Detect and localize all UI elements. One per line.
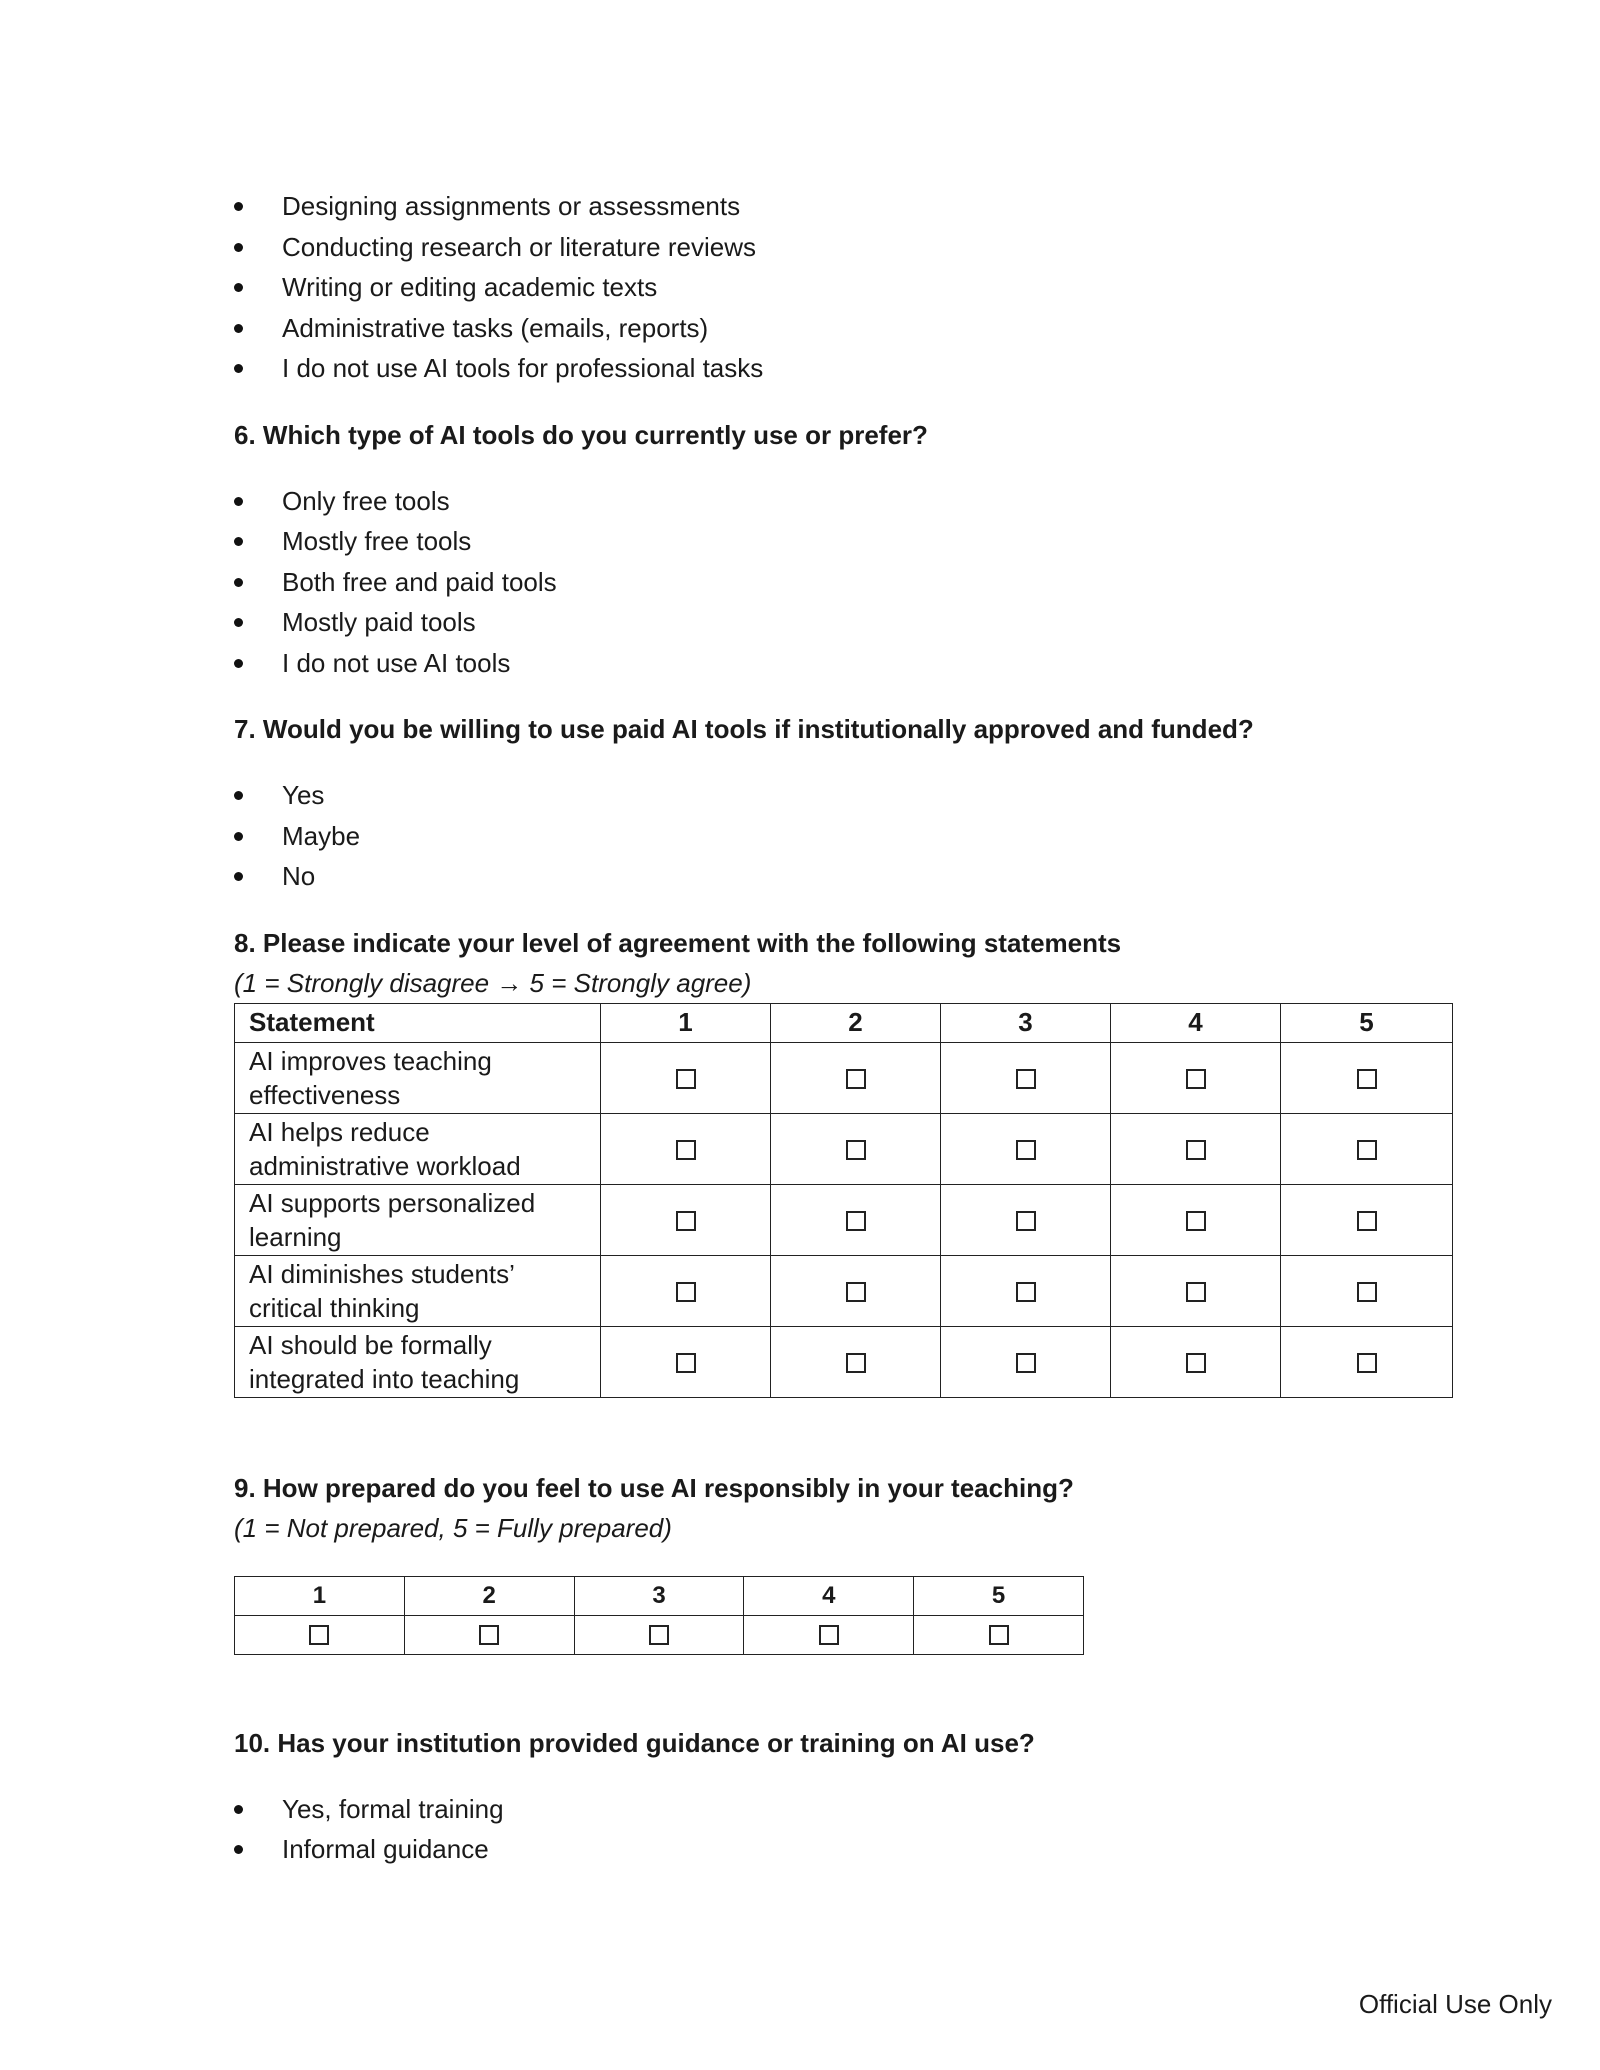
option-label: Yes, formal training	[282, 1793, 504, 1824]
column-header-3: 3	[941, 1003, 1111, 1042]
rating-cell	[744, 1615, 914, 1654]
rating-checkbox[interactable]	[1016, 1211, 1036, 1231]
question-8-title: 8. Please indicate your level of agreement with the following statements	[234, 927, 1122, 958]
rating-checkbox[interactable]	[1357, 1140, 1377, 1160]
table-row	[235, 1326, 1453, 1397]
bullet-icon	[234, 497, 243, 506]
column-header-5: 5	[914, 1576, 1084, 1615]
rating-cell	[601, 1042, 771, 1113]
rating-checkbox[interactable]	[846, 1069, 866, 1089]
column-header-2: 2	[404, 1576, 574, 1615]
rating-checkbox[interactable]	[1186, 1282, 1206, 1302]
list-item	[234, 816, 1464, 857]
rating-cell	[1281, 1042, 1453, 1113]
q7-options-list	[234, 775, 1464, 897]
statement-line: AI diminishes students’	[249, 1258, 515, 1289]
survey-content	[234, 186, 1464, 1870]
list-item	[234, 856, 1464, 897]
rating-cell	[1281, 1326, 1453, 1397]
question-8-scale-note: (1 = Strongly disagree → 5 = Strongly agree)	[234, 967, 752, 998]
rating-checkbox[interactable]	[846, 1211, 866, 1231]
bullet-icon	[234, 872, 243, 881]
list-item	[234, 267, 1464, 308]
rating-checkbox[interactable]	[1357, 1069, 1377, 1089]
rating-cell	[1111, 1184, 1281, 1255]
list-item	[234, 308, 1464, 349]
list-item	[234, 1789, 1464, 1830]
statement-line: integrated into teaching	[249, 1363, 520, 1394]
rating-checkbox[interactable]	[676, 1282, 696, 1302]
rating-checkbox[interactable]	[846, 1282, 866, 1302]
table-row	[235, 1042, 1453, 1113]
table-header-row	[235, 1003, 1453, 1042]
bullet-icon	[234, 1845, 243, 1854]
bullet-icon	[234, 364, 243, 373]
option-label: Both free and paid tools	[282, 566, 557, 597]
statement-line: administrative workload	[249, 1150, 521, 1181]
table-row	[235, 1615, 1084, 1654]
rating-cell	[771, 1042, 941, 1113]
table-row	[235, 1184, 1453, 1255]
bullet-icon	[234, 578, 243, 587]
list-item	[234, 348, 1464, 389]
option-label: I do not use AI tools	[282, 647, 511, 678]
list-item	[234, 1829, 1464, 1870]
table-row	[235, 1255, 1453, 1326]
rating-checkbox[interactable]	[1016, 1140, 1036, 1160]
rating-checkbox[interactable]	[479, 1625, 499, 1645]
list-item	[234, 481, 1464, 522]
rating-checkbox[interactable]	[1186, 1069, 1206, 1089]
bullet-icon	[234, 283, 243, 292]
rating-checkbox[interactable]	[1357, 1211, 1377, 1231]
statement-line: critical thinking	[249, 1292, 420, 1323]
bullet-icon	[234, 618, 243, 627]
footer-classification: Official Use Only	[1358, 1989, 1552, 2019]
rating-checkbox[interactable]	[676, 1140, 696, 1160]
rating-cell	[1111, 1255, 1281, 1326]
rating-checkbox[interactable]	[989, 1625, 1009, 1645]
statement-line: effectiveness	[249, 1079, 401, 1110]
bullet-icon	[234, 791, 243, 800]
rating-cell	[771, 1255, 941, 1326]
rating-cell	[771, 1113, 941, 1184]
rating-checkbox[interactable]	[1016, 1069, 1036, 1089]
statement-line: AI should be formally	[249, 1329, 492, 1360]
rating-cell	[941, 1326, 1111, 1397]
rating-checkbox[interactable]	[309, 1625, 329, 1645]
rating-checkbox[interactable]	[846, 1140, 866, 1160]
statement-cell	[235, 1184, 601, 1255]
list-item	[234, 186, 1464, 227]
question-7-title: 7. Would you be willing to use paid AI tools if institutionally approved and funded?	[234, 714, 1254, 744]
statement-line: AI improves teaching	[249, 1045, 492, 1076]
rating-cell	[235, 1615, 405, 1654]
list-item	[234, 775, 1464, 816]
rating-cell	[941, 1042, 1111, 1113]
column-header-5: 5	[1281, 1003, 1453, 1042]
rating-cell	[574, 1615, 744, 1654]
rating-cell	[601, 1255, 771, 1326]
rating-cell	[1111, 1113, 1281, 1184]
rating-checkbox[interactable]	[676, 1353, 696, 1373]
option-label: Writing or editing academic texts	[282, 272, 658, 302]
rating-checkbox[interactable]	[1357, 1282, 1377, 1302]
rating-cell	[1281, 1255, 1453, 1326]
bullet-icon	[234, 537, 243, 546]
bullet-icon	[234, 243, 243, 252]
table-header-row	[235, 1576, 1084, 1615]
list-item	[234, 521, 1464, 562]
preparedness-table	[234, 1576, 1084, 1655]
list-item	[234, 227, 1464, 268]
rating-cell	[941, 1255, 1111, 1326]
column-header-4: 4	[1111, 1003, 1281, 1042]
column-header-statement: Statement	[235, 1003, 601, 1042]
option-label: I do not use AI tools for professional tasks	[282, 353, 764, 383]
bullet-icon	[234, 324, 243, 333]
option-label: Conducting research or literature reviews	[282, 231, 756, 262]
agreement-table	[234, 1003, 1453, 1398]
column-header-2: 2	[771, 1003, 941, 1042]
rating-cell	[601, 1113, 771, 1184]
list-item	[234, 562, 1464, 603]
question-9-scale-note: (1 = Not prepared, 5 = Fully prepared)	[234, 1512, 672, 1543]
bullet-icon	[234, 1805, 243, 1814]
rating-cell	[1111, 1042, 1281, 1113]
rating-checkbox[interactable]	[846, 1353, 866, 1373]
question-10-title: 10. Has your institution provided guidance or training on AI use?	[234, 1727, 1035, 1758]
statement-line: AI supports personalized	[249, 1187, 536, 1218]
rating-checkbox[interactable]	[1186, 1140, 1206, 1160]
column-header-4: 4	[744, 1576, 914, 1615]
statement-line: AI helps reduce	[249, 1116, 430, 1147]
statement-line: learning	[249, 1221, 342, 1252]
option-label: Mostly paid tools	[282, 607, 476, 637]
option-label: Only free tools	[282, 485, 450, 516]
statement-cell	[235, 1255, 601, 1326]
q5-options-list	[234, 186, 1464, 389]
option-label: Designing assignments or assessments	[282, 191, 741, 221]
rating-cell	[1111, 1326, 1281, 1397]
rating-cell	[914, 1615, 1084, 1654]
rating-checkbox[interactable]	[1357, 1353, 1377, 1373]
rating-cell	[1281, 1184, 1453, 1255]
rating-cell	[771, 1326, 941, 1397]
rating-checkbox[interactable]	[649, 1625, 669, 1645]
statement-cell	[235, 1326, 601, 1397]
statement-cell	[235, 1113, 601, 1184]
list-item	[234, 643, 1464, 684]
table-row	[235, 1113, 1453, 1184]
rating-cell	[771, 1184, 941, 1255]
option-label: Informal guidance	[282, 1834, 489, 1864]
bullet-icon	[234, 659, 243, 668]
question-6-title: 6. Which type of AI tools do you currently use or prefer?	[234, 419, 928, 450]
statement-cell	[235, 1042, 601, 1113]
column-header-1: 1	[235, 1576, 405, 1615]
rating-checkbox[interactable]	[676, 1069, 696, 1089]
option-label: Yes	[282, 780, 325, 810]
rating-cell	[601, 1326, 771, 1397]
rating-checkbox[interactable]	[676, 1211, 696, 1231]
rating-checkbox[interactable]	[1186, 1211, 1206, 1231]
q10-options-list	[234, 1789, 1464, 1870]
rating-cell	[1281, 1113, 1453, 1184]
rating-checkbox[interactable]	[1186, 1353, 1206, 1373]
option-label: No	[282, 861, 316, 891]
rating-cell	[941, 1113, 1111, 1184]
bullet-icon	[234, 202, 243, 211]
rating-cell	[404, 1615, 574, 1654]
option-label: Maybe	[282, 820, 361, 851]
option-label: Mostly free tools	[282, 526, 472, 556]
column-header-1: 1	[601, 1003, 771, 1042]
question-9-title: 9. How prepared do you feel to use AI responsibly in your teaching?	[234, 1472, 1074, 1503]
rating-checkbox[interactable]	[1016, 1282, 1036, 1302]
rating-cell	[601, 1184, 771, 1255]
rating-checkbox[interactable]	[1016, 1353, 1036, 1373]
rating-cell	[941, 1184, 1111, 1255]
rating-checkbox[interactable]	[819, 1625, 839, 1645]
list-item	[234, 602, 1464, 643]
bullet-icon	[234, 832, 243, 841]
option-label: Administrative tasks (emails, reports)	[282, 312, 709, 343]
column-header-3: 3	[574, 1576, 744, 1615]
q6-options-list	[234, 481, 1464, 684]
